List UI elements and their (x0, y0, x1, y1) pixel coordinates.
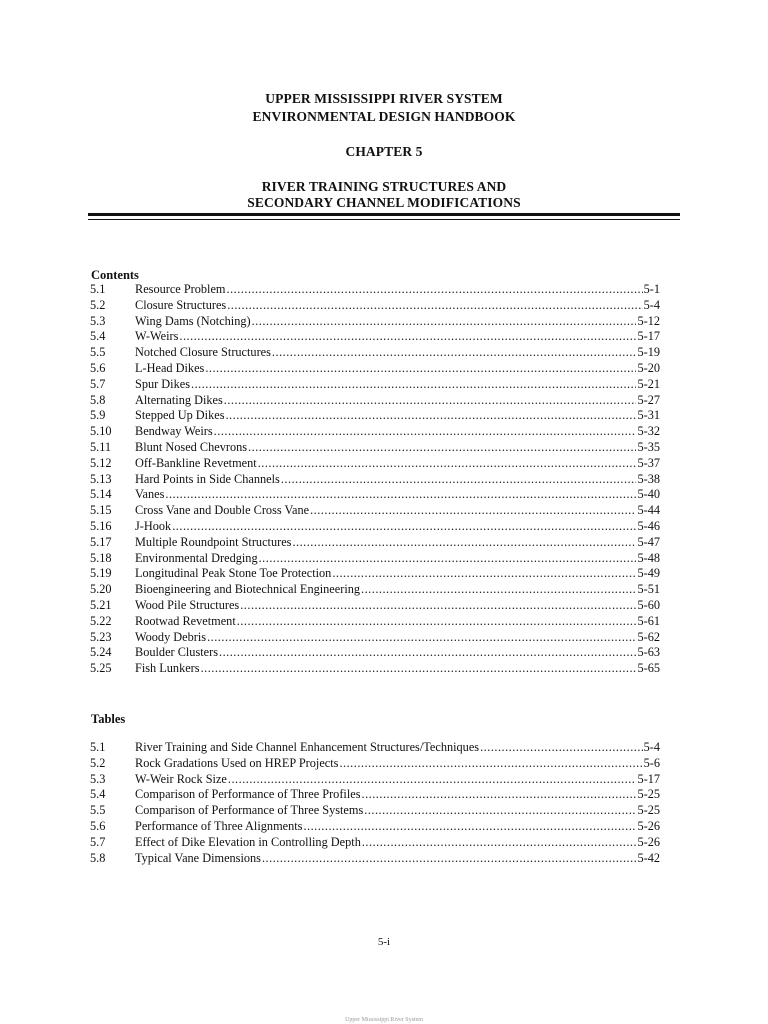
tables-entry[interactable] (90, 851, 660, 867)
dot-leader (219, 645, 636, 661)
entry-page: 5-63 (637, 645, 660, 660)
entry-title: L-Head Dikes (135, 360, 205, 375)
entry-page: 5-19 (637, 345, 660, 360)
entry-title: W-Weirs (135, 329, 179, 344)
contents-entry[interactable] (90, 456, 660, 472)
entry-number: 5.3 (90, 771, 106, 786)
entry-number: 5.16 (90, 518, 112, 533)
contents-list (90, 282, 660, 677)
entry-page: 5-40 (637, 487, 660, 502)
entry-page: 5-1 (643, 282, 660, 296)
dot-leader (339, 756, 642, 772)
entry-number: 5.10 (90, 424, 112, 439)
contents-heading: Contents (91, 268, 139, 282)
contents-entry[interactable] (90, 282, 660, 298)
entry-title: J-Hook (135, 518, 172, 533)
entry-title: Notched Closure Structures (135, 345, 271, 360)
contents-entry[interactable] (90, 361, 660, 377)
dot-leader (191, 377, 636, 393)
entry-title: Wood Pile Structures (135, 597, 240, 612)
entry-title: Bioengineering and Biotechnical Engineering (135, 582, 361, 597)
entry-number: 5.11 (90, 439, 112, 454)
dot-leader (332, 566, 636, 582)
dot-leader (303, 819, 636, 835)
tables-entry[interactable] (90, 740, 660, 756)
entry-number: 5.21 (90, 597, 112, 612)
entry-page: 5-12 (637, 313, 660, 328)
dot-leader (310, 503, 636, 519)
entry-title: Boulder Clusters (135, 645, 218, 660)
dot-leader (228, 772, 637, 788)
contents-entry[interactable] (90, 598, 660, 614)
entry-number: 5.23 (90, 629, 112, 644)
entry-page: 5-26 (637, 834, 660, 849)
contents-entry[interactable] (90, 582, 660, 598)
tables-entry[interactable] (90, 756, 660, 772)
entry-number: 5.22 (90, 613, 112, 628)
entry-number: 5.13 (90, 471, 112, 486)
entry-page: 5-65 (637, 661, 660, 676)
contents-entry[interactable] (90, 661, 660, 677)
dot-leader (480, 740, 643, 756)
handbook-title-line-1: UPPER MISSISSIPPI RIVER SYSTEM (265, 91, 503, 106)
entry-number: 5.8 (90, 392, 106, 407)
entry-title: Woody Debris (135, 629, 207, 644)
dot-leader (172, 519, 636, 535)
entry-number: 5.20 (90, 582, 112, 597)
entry-title: Cross Vane and Double Cross Vane (135, 503, 310, 518)
contents-entry[interactable] (90, 630, 660, 646)
entry-title: Rootwad Revetment (135, 613, 236, 628)
entry-number: 5.19 (90, 566, 112, 581)
chapter-label: CHAPTER 5 (345, 144, 423, 159)
tables-entry[interactable] (90, 803, 660, 819)
entry-number: 5.24 (90, 645, 112, 660)
entry-title: Hard Points in Side Channels (135, 471, 280, 486)
entry-title: Bendway Weirs (135, 424, 213, 439)
entry-page: 5-60 (637, 597, 660, 612)
dot-leader (225, 408, 636, 424)
entry-page: 5-31 (637, 408, 660, 423)
dot-leader (362, 787, 637, 803)
entry-title: Longitudinal Peak Stone Toe Protection (135, 566, 332, 581)
entry-title: Typical Vane Dimensions (135, 850, 261, 865)
dot-leader (364, 803, 636, 819)
tables-list (90, 740, 660, 866)
contents-entry[interactable] (90, 329, 660, 345)
contents-entry[interactable] (90, 645, 660, 661)
entry-page: 5-17 (637, 329, 660, 344)
entry-title: Effect of Dike Elevation in Controlling Depth (135, 834, 361, 849)
contents-entry[interactable] (90, 440, 660, 456)
dot-leader (258, 456, 637, 472)
contents-entry[interactable] (90, 298, 660, 314)
dot-leader (224, 393, 637, 409)
entry-page: 5-25 (637, 803, 660, 818)
entry-number: 5.6 (90, 818, 106, 833)
entry-page: 5-42 (637, 850, 660, 865)
entry-page: 5-62 (637, 629, 660, 644)
entry-page: 5-61 (637, 613, 660, 628)
entry-page: 5-21 (637, 376, 660, 391)
dot-leader (240, 598, 636, 614)
entry-page: 5-32 (637, 424, 660, 439)
entry-page: 5-20 (637, 360, 660, 375)
contents-entry[interactable] (90, 393, 660, 409)
entry-number: 5.4 (90, 787, 106, 802)
entry-page: 5-4 (643, 740, 660, 754)
entry-number: 5.17 (90, 534, 112, 549)
title-rule-thick (88, 213, 680, 216)
entry-page: 5-44 (637, 503, 660, 518)
entry-title: Alternating Dikes (135, 392, 223, 407)
dot-leader (227, 298, 642, 314)
entry-page: 5-48 (637, 550, 660, 565)
dot-leader (237, 614, 637, 630)
entry-title: Comparison of Performance of Three Profiles (135, 787, 361, 802)
contents-entry[interactable] (90, 424, 660, 440)
entry-title: Multiple Roundpoint Structures (135, 534, 292, 549)
page-number: 5-i (377, 936, 391, 948)
entry-page: 5-25 (637, 787, 660, 802)
entry-page: 5-46 (637, 518, 660, 533)
dot-leader (361, 582, 636, 598)
title-rule-thin (88, 219, 680, 220)
dot-leader (179, 329, 636, 345)
dot-leader (259, 551, 637, 567)
entry-title: Environmental Dredging (135, 550, 258, 565)
entry-number: 5.12 (90, 455, 112, 470)
entry-page: 5-17 (637, 771, 660, 786)
dot-leader (201, 661, 637, 677)
dot-leader (292, 535, 636, 551)
entry-number: 5.3 (90, 313, 106, 328)
contents-entry[interactable] (90, 472, 660, 488)
contents-entry[interactable] (90, 566, 660, 582)
entry-title: Stepped Up Dikes (135, 408, 225, 423)
contents-entry[interactable] (90, 377, 660, 393)
entry-page: 5-27 (637, 392, 660, 407)
contents-entry[interactable] (90, 614, 660, 630)
entry-page: 5-26 (637, 818, 660, 833)
dot-leader (227, 282, 643, 298)
footer-text: Upper Mississippi River System (345, 1017, 423, 1023)
entry-number: 5.25 (90, 661, 112, 676)
dot-leader (272, 345, 637, 361)
dot-leader (362, 835, 637, 851)
entry-title: Wing Dams (Notching) (135, 313, 251, 328)
entry-title: Off-Bankline Revetment (135, 455, 257, 470)
entry-number: 5.18 (90, 550, 112, 565)
entry-number: 5.9 (90, 408, 106, 423)
entry-page: 5-37 (637, 455, 660, 470)
dot-leader (207, 630, 636, 646)
contents-entry[interactable] (90, 551, 660, 567)
entry-title: Resource Problem (135, 282, 226, 296)
chapter-title-line-1: RIVER TRAINING STRUCTURES AND (261, 179, 507, 194)
entry-number: 5.5 (90, 803, 106, 818)
dot-leader (262, 851, 636, 867)
entry-title: Blunt Nosed Chevrons (135, 439, 248, 454)
entry-number: 5.1 (90, 740, 106, 754)
contents-entry[interactable] (90, 503, 660, 519)
entry-number: 5.4 (90, 329, 106, 344)
entry-page: 5-35 (637, 439, 660, 454)
dot-leader (214, 424, 637, 440)
chapter-title-line-2: SECONDARY CHANNEL MODIFICATIONS (247, 195, 521, 210)
contents-entry[interactable] (90, 487, 660, 503)
entry-page: 5-4 (643, 297, 660, 312)
entry-title: Comparison of Performance of Three Systems (135, 803, 364, 818)
tables-entry[interactable] (90, 835, 660, 851)
entry-page: 5-47 (637, 534, 660, 549)
entry-number: 5.1 (90, 282, 106, 296)
entry-number: 5.7 (90, 834, 106, 849)
entry-title: Fish Lunkers (135, 661, 200, 676)
entry-title: River Training and Side Channel Enhancement Structures/Techniques (135, 740, 480, 754)
dot-leader (252, 314, 637, 330)
dot-leader (165, 487, 636, 503)
dot-leader (205, 361, 636, 377)
entry-title: Closure Structures (135, 297, 227, 312)
entry-number: 5.2 (90, 297, 106, 312)
entry-page: 5-6 (643, 755, 660, 770)
tables-entry[interactable] (90, 787, 660, 803)
entry-number: 5.14 (90, 487, 112, 502)
contents-entry[interactable] (90, 535, 660, 551)
dot-leader (281, 472, 637, 488)
contents-entry[interactable] (90, 345, 660, 361)
entry-number: 5.5 (90, 345, 106, 360)
contents-entry[interactable] (90, 408, 660, 424)
entry-title: Vanes (135, 487, 165, 502)
entry-page: 5-51 (637, 582, 660, 597)
tables-entry[interactable] (90, 772, 660, 788)
entry-title: Spur Dikes (135, 376, 190, 391)
entry-title: Performance of Three Alignments (135, 818, 303, 833)
entry-number: 5.2 (90, 755, 106, 770)
entry-page: 5-49 (637, 566, 660, 581)
dot-leader (248, 440, 636, 456)
contents-entry[interactable] (90, 519, 660, 535)
entry-number: 5.8 (90, 850, 106, 865)
entry-title: W-Weir Rock Size (135, 771, 227, 786)
entry-page: 5-38 (637, 471, 660, 486)
entry-title: Rock Gradations Used on HREP Projects (135, 755, 339, 770)
contents-entry[interactable] (90, 314, 660, 330)
entry-number: 5.15 (90, 503, 112, 518)
tables-heading: Tables (91, 712, 126, 726)
entry-number: 5.6 (90, 360, 106, 375)
tables-entry[interactable] (90, 819, 660, 835)
entry-number: 5.7 (90, 376, 106, 391)
handbook-title-line-2: ENVIRONMENTAL DESIGN HANDBOOK (252, 109, 516, 124)
